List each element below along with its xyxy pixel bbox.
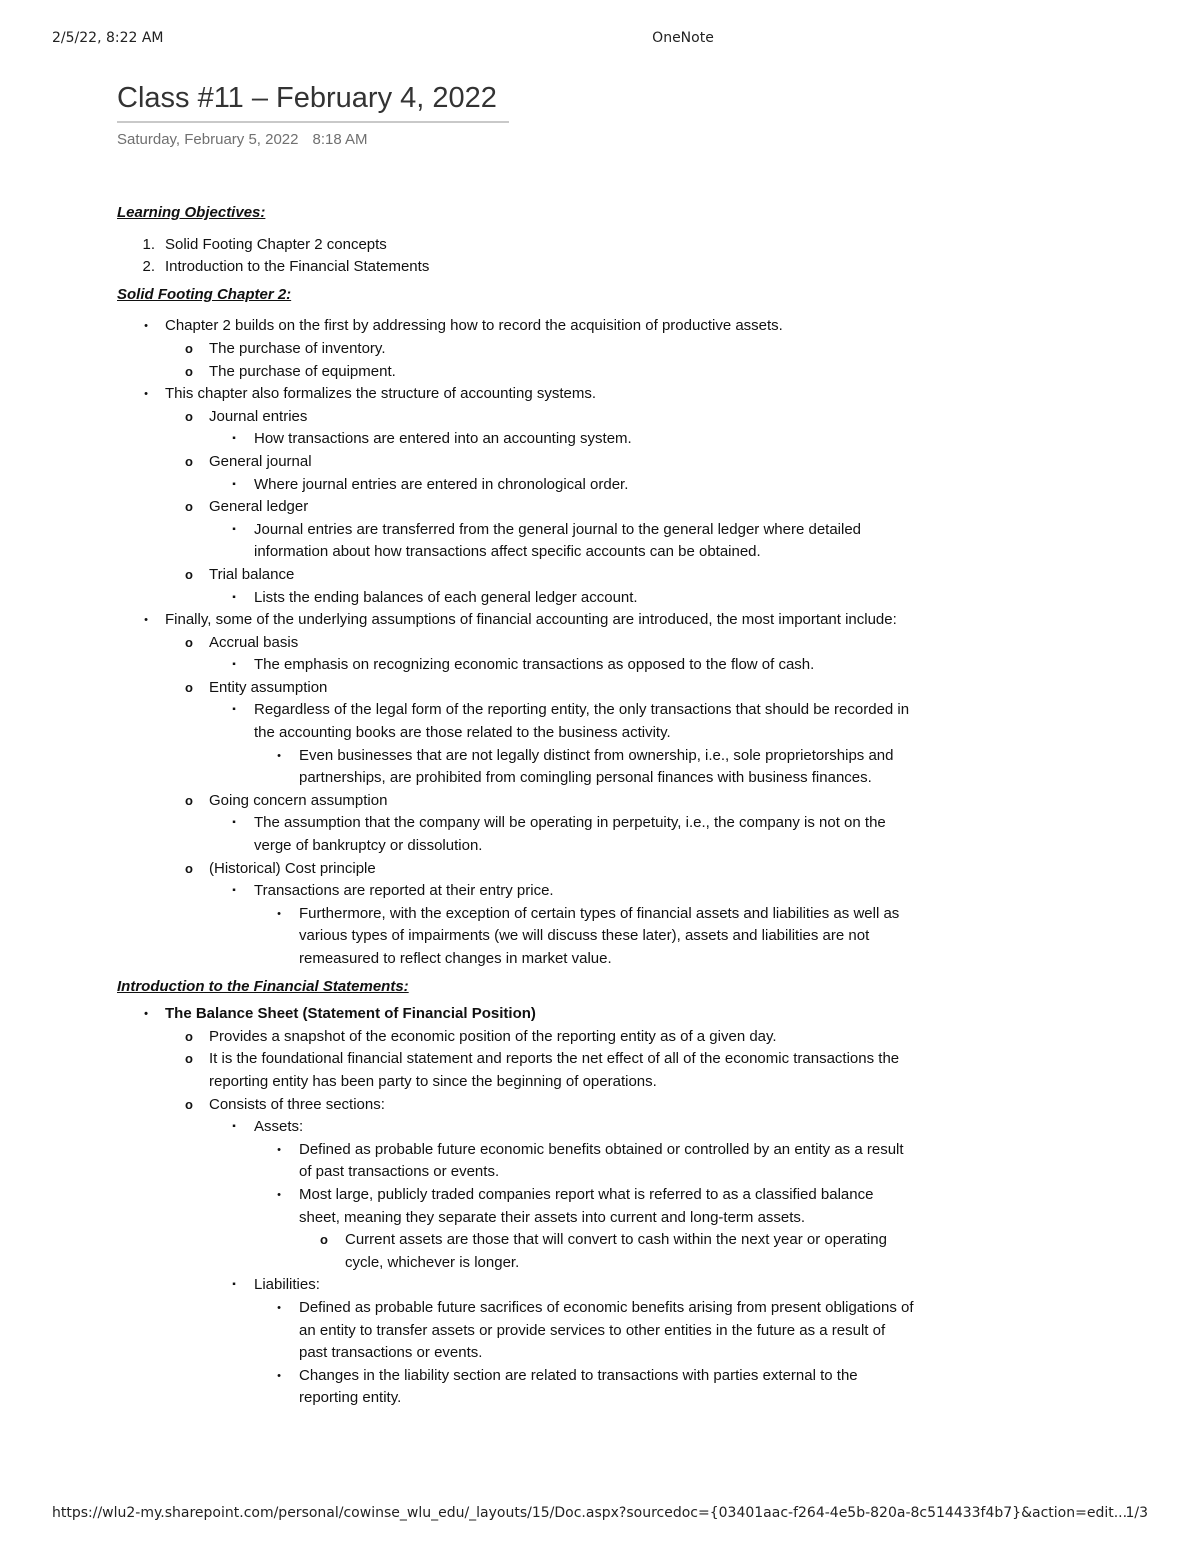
bullet-icon: ▪ — [232, 523, 236, 535]
list-item-text: Trial balance — [209, 565, 295, 583]
bullet-icon: o — [185, 499, 193, 515]
bullet-icon: ▪ — [232, 591, 236, 603]
bullet-icon: ▪ — [232, 1279, 236, 1291]
list-item-text: Journal entries are transferred from the general journal to the general ledger where detailed information about how transactions affect specific accounts can be obtained. — [254, 520, 862, 561]
bullet-icon: • — [277, 907, 281, 920]
bullet-icon: • — [277, 1188, 281, 1201]
list-item — [117, 451, 917, 474]
list-item-text: It is the foundational financial statement and reports the net effect of all of the economic transactions the reporting entity has been party to since the beginning of operations. — [209, 1050, 900, 1090]
list-item — [117, 1229, 917, 1274]
list-item-text: Finally, some of the underlying assumptions of financial accounting are introduced, the most important include: — [165, 611, 897, 629]
list-item-text: Furthermore, with the exception of certain types of financial assets and liabilities as well as various types of impairments (we will discuss these later), assets and liabilities are not remeasured to reflect changes in market value. — [299, 904, 900, 967]
print-footer — [0, 1505, 1200, 1525]
list-item-text: Assets: — [254, 1118, 304, 1136]
bullet-icon: ▪ — [232, 704, 236, 716]
list-item — [117, 406, 917, 429]
bullet-icon: o — [185, 792, 193, 808]
bullet-icon: o — [185, 679, 193, 695]
list-item-text: Defined as probable future sacrifices of economic benefits arising from present obligations of an entity to transfer assets or provide services to other entities in the future as a result of past transactions or events. — [299, 1298, 914, 1362]
page-url[interactable]: https://wlu2-my.sharepoint.com/personal/cowinse_wlu_edu/_layouts/15/Doc.aspx?sourcedoc={03401aac-f264-4e5b-820a-8c514433f4b7}&action=edit... — [52, 1505, 1128, 1521]
bullet-icon: o — [185, 634, 193, 650]
list-item — [117, 609, 917, 632]
list-item — [117, 745, 917, 790]
list-item — [117, 1365, 917, 1410]
list-item-text: Even businesses that are not legally distinct from ownership, i.e., sole proprietorships and partnerships, are prohibited from comingling personal finances with business finances. — [299, 746, 894, 787]
list-item — [117, 677, 917, 700]
page-title[interactable]: Class #11 – February 4, 2022 — [117, 82, 497, 114]
list-item-text: Chapter 2 builds on the first by addressing how to record the acquisition of productive assets. — [165, 317, 783, 335]
bullet-icon: o — [185, 566, 193, 582]
list-item — [117, 1274, 917, 1297]
bullet-icon: • — [144, 388, 148, 401]
list-item-text: Accrual basis — [209, 633, 299, 651]
list-item — [117, 256, 917, 279]
bullet-icon: ▪ — [232, 478, 236, 490]
solid-footing-list — [117, 315, 917, 970]
bullet-icon: o — [185, 1028, 193, 1044]
bullet-icon: • — [277, 1369, 281, 1382]
bullet-icon: • — [144, 614, 148, 627]
bullet-icon: ▪ — [232, 1121, 236, 1133]
list-item — [117, 1184, 917, 1229]
bullet-icon: o — [185, 1096, 193, 1112]
list-item — [117, 1139, 917, 1184]
list-item — [117, 632, 917, 655]
print-header — [0, 30, 1200, 50]
list-item-text: General ledger — [209, 498, 309, 516]
bullet-icon: o — [320, 1232, 328, 1248]
list-item-text: The emphasis on recognizing economic transactions as opposed to the flow of cash. — [254, 656, 815, 674]
print-datetime: 2/5/22, 8:22 AM — [52, 30, 164, 46]
financial-statements-list — [117, 1003, 917, 1410]
list-item-text: Provides a snapshot of the economic position of the reporting entity as of a given day. — [209, 1027, 777, 1045]
list-number: 2. — [142, 258, 155, 276]
list-item — [117, 234, 917, 257]
list-item — [117, 338, 917, 361]
bullet-icon: • — [144, 320, 148, 333]
list-item — [117, 654, 917, 677]
bullet-icon: ▪ — [232, 659, 236, 671]
list-item-text: Where journal entries are entered in chronological order. — [254, 475, 629, 493]
list-item-text: The purchase of inventory. — [209, 339, 386, 357]
solid-footing-heading: Solid Footing Chapter 2: — [117, 285, 292, 303]
list-item-text: Solid Footing Chapter 2 concepts — [165, 235, 387, 253]
bullet-icon: o — [185, 340, 193, 356]
learning-objectives-heading: Learning Objectives: — [117, 204, 266, 221]
list-item-text: Liabilities: — [254, 1276, 320, 1294]
bullet-icon: ▪ — [232, 433, 236, 445]
learning-objectives-list — [117, 234, 917, 279]
list-item-text: Most large, publicly traded companies report what is referred to as a classified balance sheet, meaning they separate their assets into current and long-term assets. — [299, 1185, 874, 1226]
list-item — [117, 496, 917, 519]
bullet-icon: • — [277, 749, 281, 762]
list-item-text: This chapter also formalizes the structure of accounting systems. — [165, 385, 597, 403]
list-item-text: Transactions are reported at their entry price. — [254, 882, 554, 900]
list-item-text: The purchase of equipment. — [209, 362, 396, 380]
list-item-text: General journal — [209, 452, 312, 470]
list-item — [117, 1026, 917, 1049]
list-item — [117, 1297, 917, 1365]
list-item-text: Introduction to the Financial Statements — [165, 258, 430, 276]
list-item-text: Changes in the liability section are related to transactions with parties external to the reporting entity. — [299, 1366, 858, 1407]
list-item — [117, 519, 917, 564]
list-item-text: The Balance Sheet (Statement of Financial Position) — [165, 1005, 536, 1023]
list-item — [117, 1003, 917, 1026]
bullet-icon: • — [144, 1008, 148, 1021]
page-date-time — [117, 131, 368, 148]
financial-statements-heading: Introduction to the Financial Statements: — [117, 977, 409, 995]
list-item — [117, 880, 917, 903]
list-item — [117, 790, 917, 813]
list-item — [117, 315, 917, 338]
page-time: 8:18 AM — [312, 131, 368, 148]
list-item — [117, 858, 917, 881]
title-underline — [117, 121, 509, 123]
bullet-icon: ▪ — [232, 817, 236, 829]
bullet-icon: o — [185, 363, 193, 379]
bullet-icon: • — [277, 1301, 281, 1314]
list-item-text: How transactions are entered into an accounting system. — [254, 430, 632, 448]
list-item — [117, 474, 917, 497]
list-item — [117, 428, 917, 451]
page-indicator: 1/3 — [1125, 1505, 1148, 1521]
list-item-text: Lists the ending balances of each general ledger account. — [254, 588, 638, 606]
note-body[interactable] — [117, 202, 917, 1410]
list-item — [117, 1094, 917, 1117]
list-item-text: Journal entries — [209, 407, 308, 425]
print-app-name: OneNote — [652, 30, 714, 46]
list-number: 1. — [142, 235, 155, 253]
list-item — [117, 361, 917, 384]
list-item-text: (Historical) Cost principle — [209, 859, 376, 877]
list-item-text: Defined as probable future economic benefits obtained or controlled by an entity as a result of past transactions or events. — [299, 1140, 904, 1181]
page-date: Saturday, February 5, 2022 — [117, 131, 299, 148]
list-item — [117, 1116, 917, 1139]
bullet-icon: • — [277, 1143, 281, 1156]
list-item — [117, 903, 917, 971]
list-item-text: Current assets are those that will convert to cash within the next year or operating cycle, whichever is longer. — [345, 1231, 887, 1271]
list-item-text: Going concern assumption — [209, 791, 388, 809]
list-item — [117, 812, 917, 857]
list-item — [117, 383, 917, 406]
bullet-icon: o — [185, 860, 193, 876]
bullet-icon: o — [185, 1051, 193, 1067]
list-item — [117, 1048, 917, 1093]
list-item-text: Regardless of the legal form of the reporting entity, the only transactions that should be recorded in the accounting books are those related to the business activity. — [254, 701, 910, 742]
list-item-text: Entity assumption — [209, 678, 328, 696]
bullet-icon: ▪ — [232, 885, 236, 897]
list-item-text: The assumption that the company will be operating in perpetuity, i.e., the company is not on the verge of bankruptcy or dissolution. — [254, 814, 886, 855]
list-item — [117, 564, 917, 587]
list-item — [117, 699, 917, 744]
list-item — [117, 587, 917, 610]
list-item-text: Consists of three sections: — [209, 1095, 385, 1113]
bullet-icon: o — [185, 453, 193, 469]
bullet-icon: o — [185, 408, 193, 424]
